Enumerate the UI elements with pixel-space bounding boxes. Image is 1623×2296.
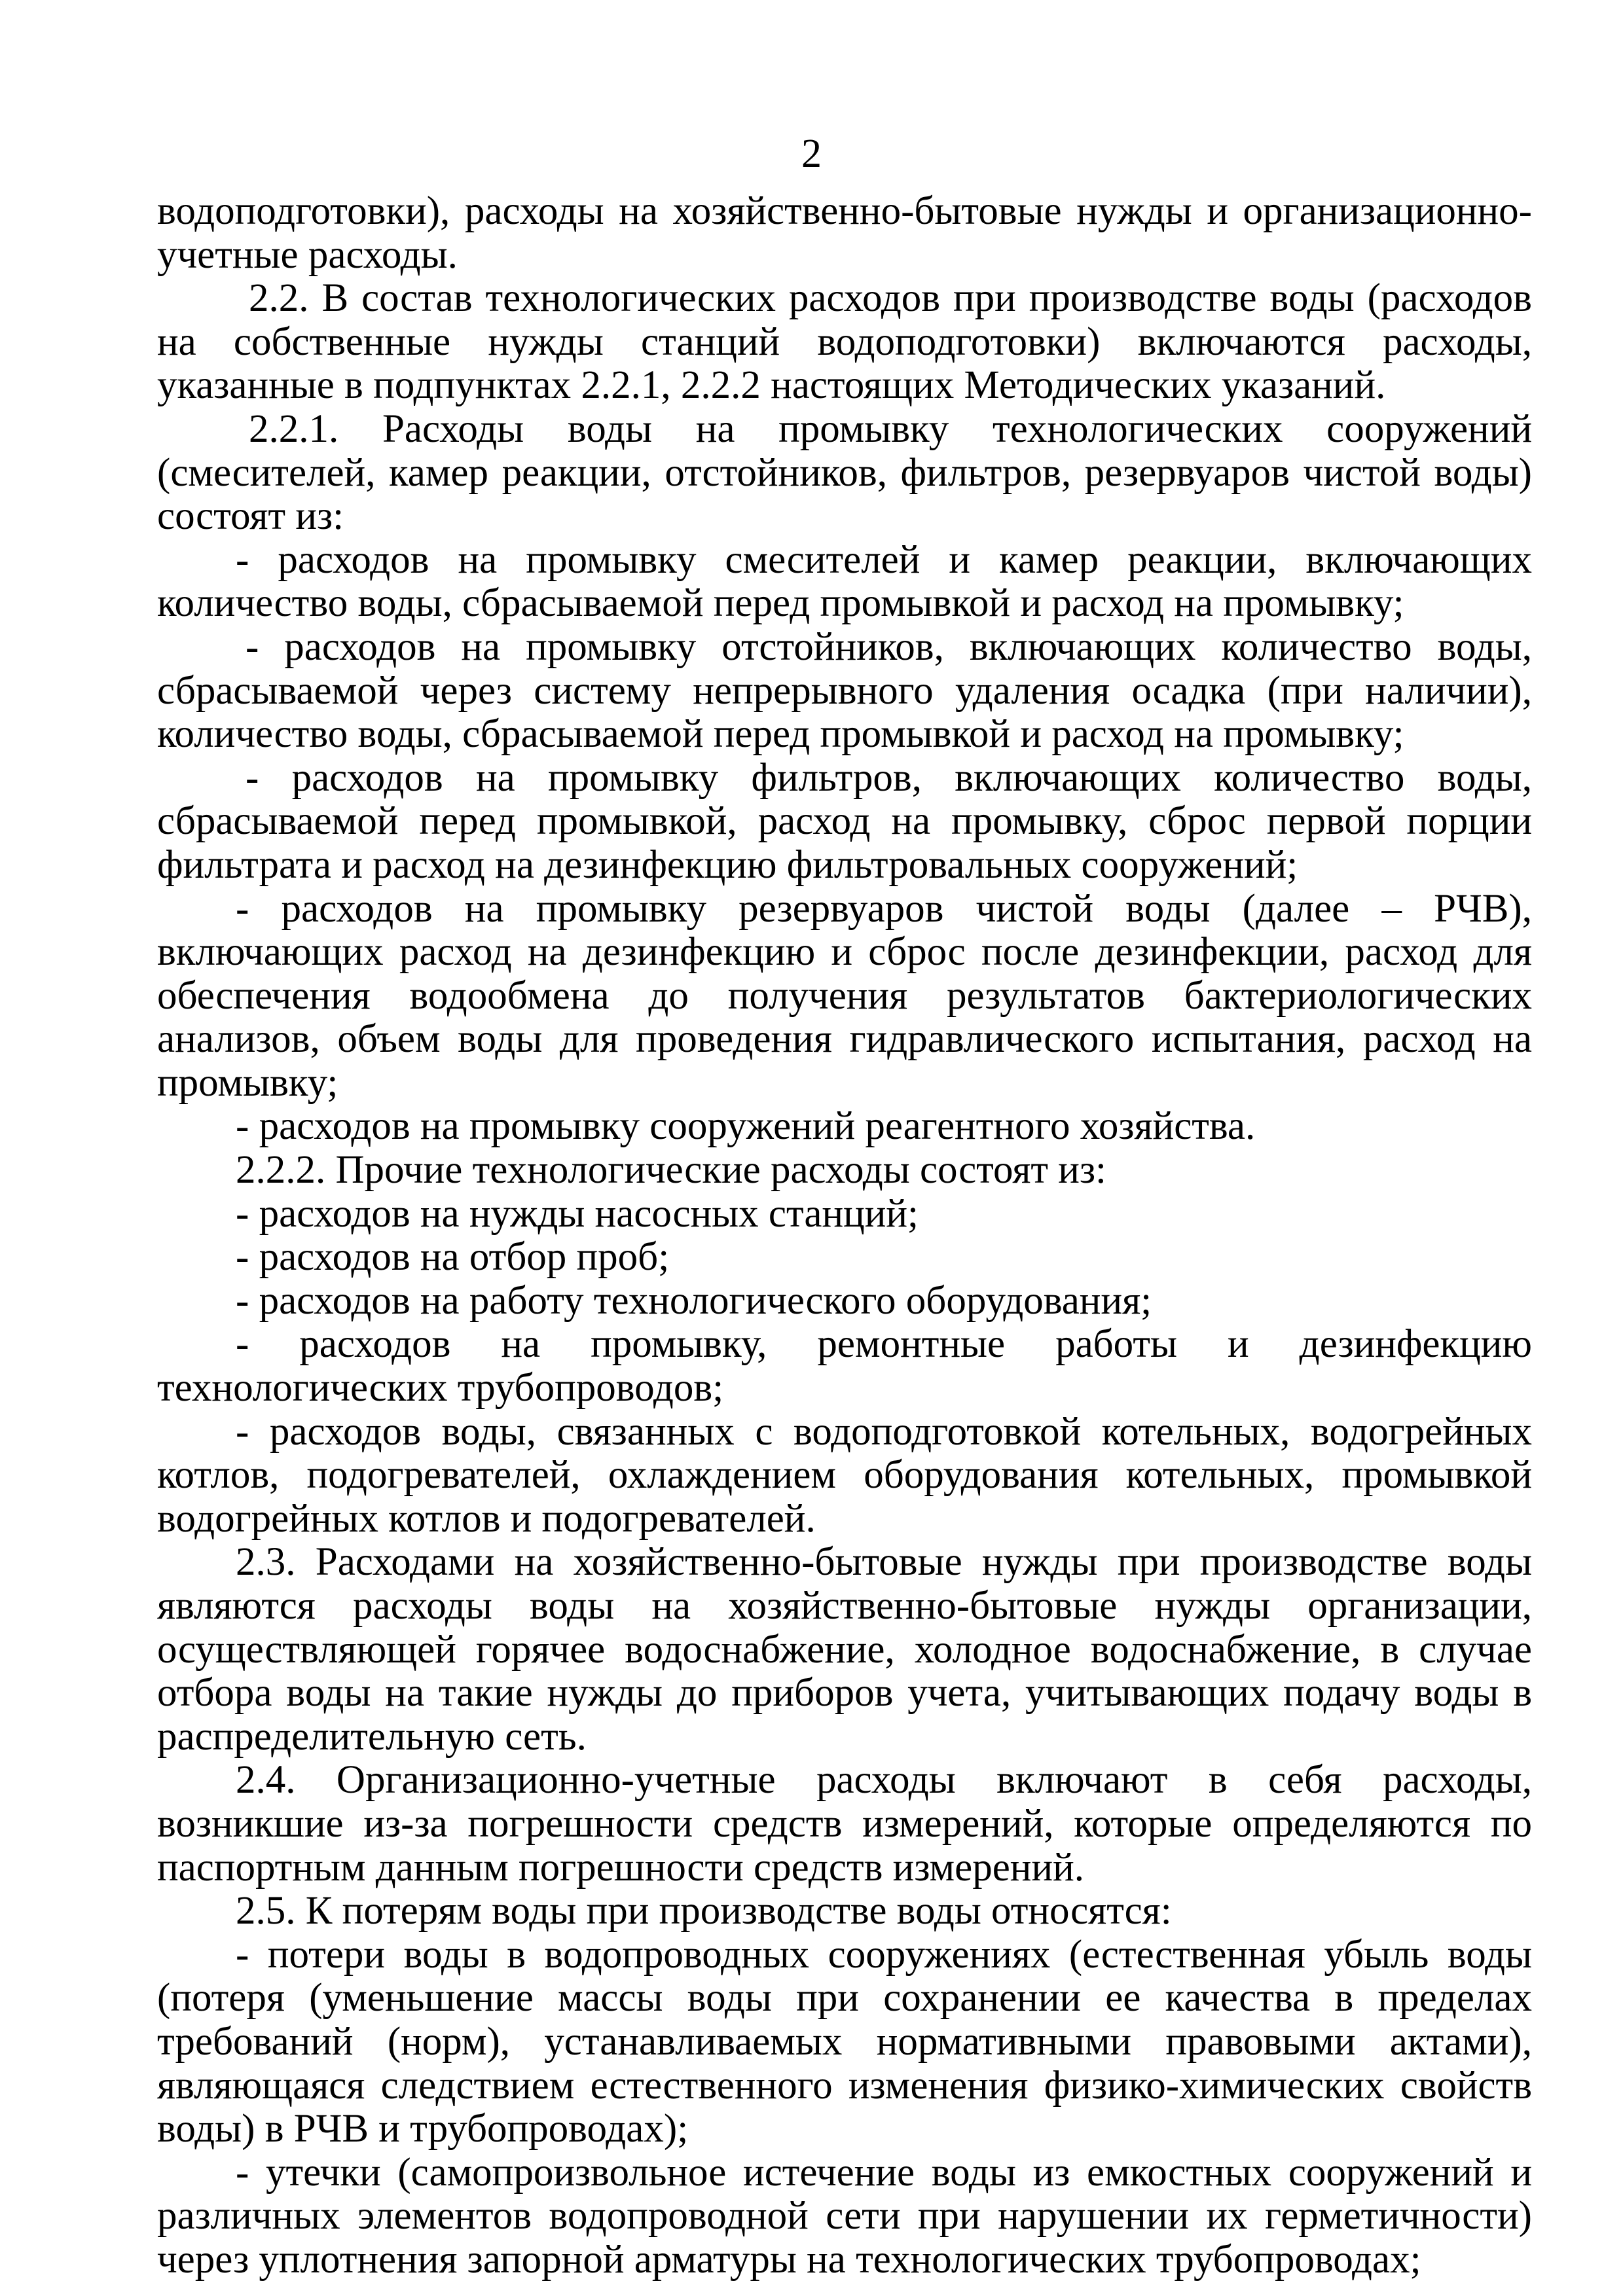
list-item-losses-structures: - потери воды в водопроводных сооружениях (естественная убыль воды (потеря (уменьшение массы воды при сохранении ее качества в пределах требований (норм), устанавливаемых нормативными правовыми актами), являющаяся следствием естественного изменения физико-химических свойств воды) в РЧВ и трубопроводах); bbox=[157, 1932, 1532, 2151]
list-item-filters: - расходов на промывку фильтров, включающих количество воды, сбрасываемой перед промывкой, расход на промывку, сброс первой порции фильтрата и расход на дезинфекцию фильтровальных сооружений; bbox=[157, 755, 1532, 887]
list-item-settlers: - расходов на промывку отстойников, включающих количество воды, сбрасываемой через систему непрерывного удаления осадка (при наличии), количество воды, сбрасываемой перед промывкой и расход на промывку; bbox=[157, 624, 1532, 757]
list-item-boilers: - расходов воды, связанных с водоподготовкой котельных, водогрейных котлов, подогревателей, охлаждением оборудования котельных, промывкой водогрейных котлов и подогревателей. bbox=[157, 1409, 1532, 1541]
paragraph-2-4: 2.4. Организационно-учетные расходы включают в себя расходы, возникшие из-за погрешности средств измерений, которые определяются по паспортным данным погрешности средств измерений. bbox=[157, 1758, 1532, 1890]
list-item-reservoirs: - расходов на промывку резервуаров чистой воды (далее – РЧВ), включающих расход на дезинфекцию и сброс после дезинфекции, расход для обеспечения водообмена до получения результатов бактериологических анализов, объем воды для проведения гидравлического испытания, расход на промывку; bbox=[157, 886, 1532, 1105]
list-item-sampling: - расходов на отбор проб; bbox=[236, 1235, 670, 1280]
list-item-pump-stations: - расходов на нужды насосных станций; bbox=[236, 1191, 919, 1236]
paragraph-continuation: водоподготовки), расходы на хозяйственно-бытовые нужды и организационно-учетные расходы. bbox=[157, 189, 1532, 277]
document-body bbox=[157, 190, 1532, 2282]
list-item-mixers: - расходов на промывку смесителей и камер реакции, включающих количество воды, сбрасываемой перед промывкой и расход на промывку; bbox=[157, 537, 1532, 626]
page-number: 2 bbox=[801, 132, 822, 176]
list-item-reagent-facilities: - расходов на промывку сооружений реагентного хозяйства. bbox=[236, 1104, 1256, 1149]
paragraph-2-5: 2.5. К потерям воды при производстве воды относятся: bbox=[236, 1889, 1172, 1933]
list-item-leaks: - утечки (самопроизвольное истечение воды из емкостных сооружений и различных элементов водопроводной сети при нарушении их герметичности) через уплотнения запорной арматуры на технологических трубопроводах; bbox=[157, 2150, 1532, 2282]
paragraph-2-2-1: 2.2.1. Расходы воды на промывку технологических сооружений (смесителей, камер реакции, отстойников, фильтров, резервуаров чистой воды) состоят из: bbox=[157, 406, 1532, 539]
paragraph-2-3: 2.3. Расходами на хозяйственно-бытовые нужды при производстве воды являются расходы воды на хозяйственно-бытовые нужды организации, осуществляющей горячее водоснабжение, холодное водоснабжение, в случае отбора воды на такие нужды до приборов учета, учитывающих подачу воды в распределительную сеть. bbox=[157, 1540, 1532, 1759]
list-item-pipelines: - расходов на промывку, ремонтные работы и дезинфекцию технологических трубопроводов; bbox=[157, 1322, 1532, 1410]
paragraph-2-2-2: 2.2.2. Прочие технологические расходы состоят из: bbox=[236, 1148, 1106, 1193]
paragraph-2-2: 2.2. В состав технологических расходов при производстве воды (расходов на собственные нужды станций водоподготовки) включаются расходы, указанные в подпунктах 2.2.1, 2.2.2 настоящих Методических указаний. bbox=[157, 276, 1532, 408]
list-item-equipment: - расходов на работу технологического оборудования; bbox=[236, 1278, 1152, 1323]
